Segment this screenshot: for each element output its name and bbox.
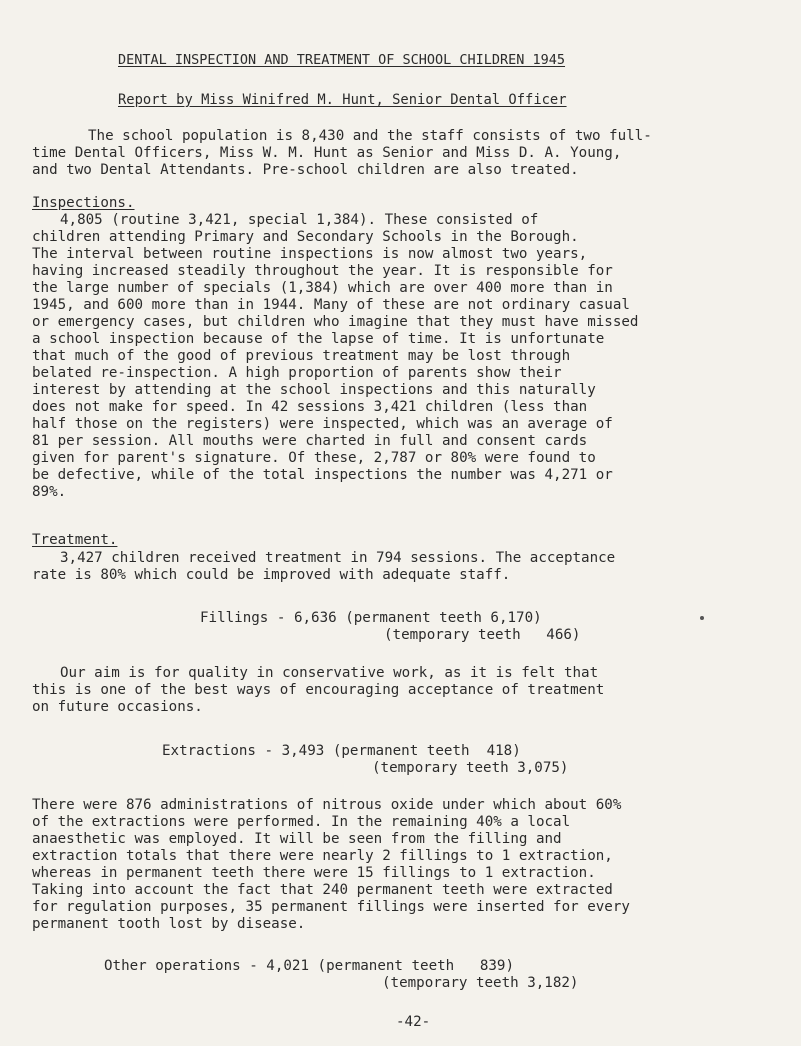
nitrous-line: for regulation purposes, 35 permanent fillings were inserted for every: [32, 899, 630, 915]
stray-mark: [700, 616, 704, 620]
aim-line: on future occasions.: [32, 699, 203, 715]
nitrous-line: anaesthetic was employed. It will be seen from the filling and: [32, 831, 562, 847]
aim-line: Our aim is for quality in conservative work, as it is felt that: [60, 665, 599, 681]
other-operations-temporary-line: (temporary teeth 3,182): [382, 975, 579, 991]
intro-line: and two Dental Attendants. Pre-school children are also treated.: [32, 162, 579, 178]
inspections-line: the large number of specials (1,384) which are over 400 more than in: [32, 280, 613, 296]
fillings-temporary-line: (temporary teeth 466): [384, 627, 581, 643]
inspections-line: or emergency cases, but children who imagine that they must have missed: [32, 314, 639, 330]
document-subtitle: Report by Miss Winifred M. Hunt, Senior Dental Officer: [118, 92, 567, 108]
extractions-line: Extractions - 3,493 (permanent teeth 418): [162, 743, 521, 759]
treatment-heading: Treatment.: [32, 532, 118, 548]
inspections-line: a school inspection because of the lapse of time. It is unfortunate: [32, 331, 605, 347]
extractions-temporary-line: (temporary teeth 3,075): [372, 760, 569, 776]
intro-line: The school population is 8,430 and the staff consists of two full-: [88, 128, 652, 144]
nitrous-line: There were 876 administrations of nitrous oxide under which about 60%: [32, 797, 622, 813]
nitrous-line: extraction totals that there were nearly 2 fillings to 1 extraction,: [32, 848, 613, 864]
inspections-line: children attending Primary and Secondary Schools in the Borough.: [32, 229, 579, 245]
nitrous-line: permanent tooth lost by disease.: [32, 916, 306, 932]
document-title: DENTAL INSPECTION AND TREATMENT OF SCHOOL CHILDREN 1945: [118, 52, 566, 68]
nitrous-line: whereas in permanent teeth there were 15 fillings to 1 extraction.: [32, 865, 596, 881]
inspections-line: 1945, and 600 more than in 1944. Many of these are not ordinary casual: [32, 297, 630, 313]
inspections-line: 89%.: [32, 484, 67, 500]
intro-line: time Dental Officers, Miss W. M. Hunt as Senior and Miss D. A. Young,: [32, 145, 622, 161]
inspections-line: 81 per session. All mouths were charted in full and consent cards: [32, 433, 588, 449]
inspections-line: having increased steadily throughout the year. It is responsible for: [32, 263, 613, 279]
other-operations-line: Other operations - 4,021 (permanent teeth 839): [104, 958, 514, 974]
treatment-line: 3,427 children received treatment in 794 sessions. The acceptance: [60, 550, 616, 566]
inspections-line: be defective, while of the total inspections the number was 4,271 or: [32, 467, 613, 483]
inspections-line: The interval between routine inspections is now almost two years,: [32, 246, 588, 262]
page-number: -42-: [396, 1014, 431, 1030]
inspections-line: given for parent's signature. Of these, 2,787 or 80% were found to: [32, 450, 596, 466]
aim-line: this is one of the best ways of encouraging acceptance of treatment: [32, 682, 605, 698]
inspections-line: that much of the good of previous treatment may be lost through: [32, 348, 571, 364]
inspections-line: half those on the registers) were inspected, which was an average of: [32, 416, 613, 432]
inspections-line: interest by attending at the school inspections and this naturally: [32, 382, 596, 398]
nitrous-line: Taking into account the fact that 240 permanent teeth were extracted: [32, 882, 613, 898]
nitrous-line: of the extractions were performed. In the remaining 40% a local: [32, 814, 571, 830]
inspections-line: does not make for speed. In 42 sessions 3,421 children (less than: [32, 399, 588, 415]
inspections-heading: Inspections.: [32, 195, 135, 211]
fillings-line: Fillings - 6,636 (permanent teeth 6,170): [200, 610, 542, 626]
treatment-line: rate is 80% which could be improved with adequate staff.: [32, 567, 511, 583]
inspections-line: belated re-inspection. A high proportion of parents show their: [32, 365, 562, 381]
inspections-line: 4,805 (routine 3,421, special 1,384). These consisted of: [60, 212, 539, 228]
